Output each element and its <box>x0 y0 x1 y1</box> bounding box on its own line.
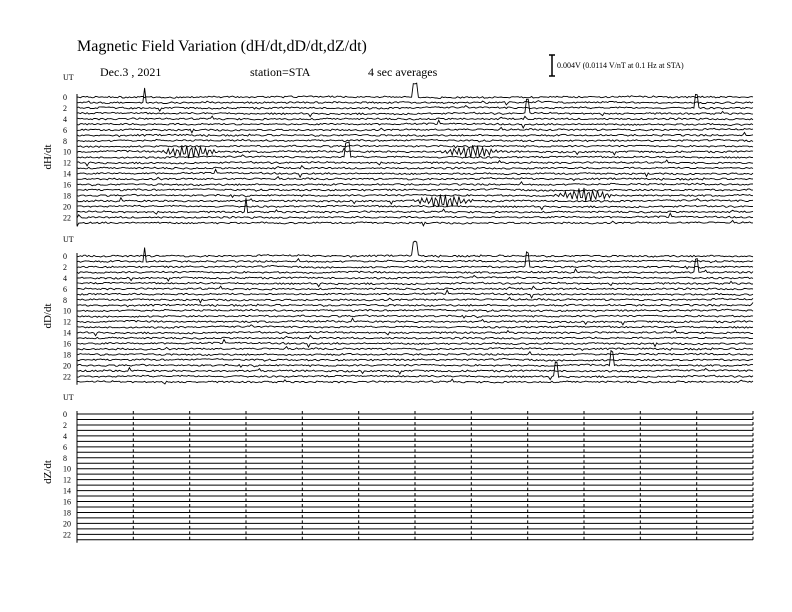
trace-row <box>77 160 753 166</box>
row-label: 22 <box>63 213 71 223</box>
trace-row <box>77 422 753 425</box>
row-label: 16 <box>63 339 71 349</box>
row-label: 0 <box>63 93 67 102</box>
row-label: 2 <box>63 103 67 113</box>
trace-row <box>77 241 753 257</box>
panel-dD-dt <box>42 235 753 385</box>
trace-row <box>77 482 753 485</box>
row-label: 20 <box>63 361 71 371</box>
trace-row <box>77 411 753 414</box>
row-label: 14 <box>63 486 71 496</box>
trace-row <box>77 182 753 186</box>
trace-row <box>77 133 753 137</box>
trace-row <box>77 347 753 351</box>
scale-note: 0.004V (0.0114 V/nT at 0.1 Hz at STA) <box>557 61 684 70</box>
panels-layer <box>42 73 753 543</box>
trace-row <box>77 352 753 356</box>
row-label: 6 <box>63 125 67 135</box>
trace-row <box>77 303 753 307</box>
trace-row <box>77 276 753 282</box>
trace-row <box>77 444 753 447</box>
trace-row <box>77 330 753 336</box>
row-label: 20 <box>63 202 71 212</box>
row-label: 16 <box>63 497 71 507</box>
row-label: 18 <box>63 191 71 201</box>
trace-row <box>77 504 753 507</box>
trace-row <box>77 88 753 105</box>
trace-row <box>77 281 753 286</box>
trace-row <box>77 531 753 534</box>
trace-row <box>77 336 753 340</box>
row-label: 4 <box>63 273 67 283</box>
trace-row <box>77 297 753 302</box>
trace-row <box>77 145 753 148</box>
row-label: 8 <box>63 136 67 146</box>
trace-row <box>77 220 753 226</box>
trace-row <box>77 416 753 419</box>
date-label: Dec.3 , 2021 <box>100 65 162 79</box>
row-label: 0 <box>63 410 67 419</box>
trace-row <box>77 509 753 512</box>
row-label: 10 <box>63 464 71 474</box>
trace-row <box>77 205 753 209</box>
row-label: 10 <box>63 147 71 157</box>
trace-row <box>77 520 753 523</box>
trace-row <box>77 166 753 170</box>
row-label: 10 <box>63 306 71 316</box>
ut-axis-label: UT <box>63 393 74 402</box>
trace-row <box>77 433 753 436</box>
trace-row <box>77 438 753 441</box>
trace-row <box>77 177 753 181</box>
trace-row <box>77 290 753 298</box>
averaging-label: 4 sec averages <box>368 65 438 79</box>
trace-row <box>77 477 753 480</box>
trace-row <box>77 466 753 469</box>
trace-row <box>77 318 753 325</box>
row-label: 6 <box>63 284 67 294</box>
row-label: 12 <box>63 475 71 485</box>
trace-row <box>77 358 753 361</box>
trace-row <box>77 309 753 312</box>
trace-row <box>77 286 753 290</box>
trace-row <box>77 499 753 502</box>
trace-row <box>77 116 753 120</box>
trace-row <box>77 427 753 430</box>
row-label: 16 <box>63 180 71 190</box>
trace-row <box>77 120 753 128</box>
row-label: 14 <box>63 169 71 179</box>
row-label: 4 <box>63 114 67 124</box>
trace-row <box>77 379 753 384</box>
trace-row <box>77 339 753 347</box>
chart-title: Magnetic Field Variation (dH/dt,dD/dt,dZ/dt) <box>77 38 367 55</box>
row-label: 2 <box>63 262 67 272</box>
trace-row <box>77 460 753 463</box>
panel-dZ-dt <box>42 393 753 543</box>
row-label: 18 <box>63 350 71 360</box>
trace-row <box>77 537 753 540</box>
row-label: 2 <box>63 420 67 430</box>
trace-row <box>77 493 753 496</box>
row-label: 4 <box>63 431 67 441</box>
trace-row <box>77 488 753 491</box>
trace-row <box>77 515 753 518</box>
trace-row <box>77 471 753 474</box>
row-label: 12 <box>63 158 71 168</box>
ut-axis-label: UT <box>63 73 74 82</box>
ut-axis-label: UT <box>63 235 74 244</box>
trace-row <box>77 455 753 458</box>
row-label: 6 <box>63 442 67 452</box>
trace-row <box>77 213 753 218</box>
row-label: 22 <box>63 530 71 540</box>
panel-dH-dt <box>42 73 753 227</box>
trace-row <box>77 368 753 374</box>
trace-row <box>77 139 753 142</box>
panel-ylabel: dZ/dt <box>42 460 54 484</box>
station-label: station=STA <box>250 65 311 79</box>
trace-row <box>77 526 753 529</box>
trace-row <box>77 194 753 207</box>
row-label: 8 <box>63 453 67 463</box>
row-label: 18 <box>63 508 71 518</box>
trace-row <box>77 83 753 98</box>
trace-row <box>77 315 753 318</box>
trace-row <box>77 189 753 192</box>
trace-row <box>77 325 753 329</box>
scale-bar <box>549 55 555 76</box>
trace-row <box>77 127 753 132</box>
trace-row <box>77 449 753 452</box>
row-label: 14 <box>63 328 71 338</box>
row-label: 22 <box>63 372 71 382</box>
panel-ylabel: dH/dt <box>42 144 54 170</box>
trace-row <box>77 169 753 177</box>
row-label: 0 <box>63 252 67 261</box>
panel-ylabel: dD/dt <box>42 303 54 329</box>
row-label: 8 <box>63 295 67 305</box>
row-label: 12 <box>63 317 71 327</box>
row-label: 20 <box>63 519 71 529</box>
